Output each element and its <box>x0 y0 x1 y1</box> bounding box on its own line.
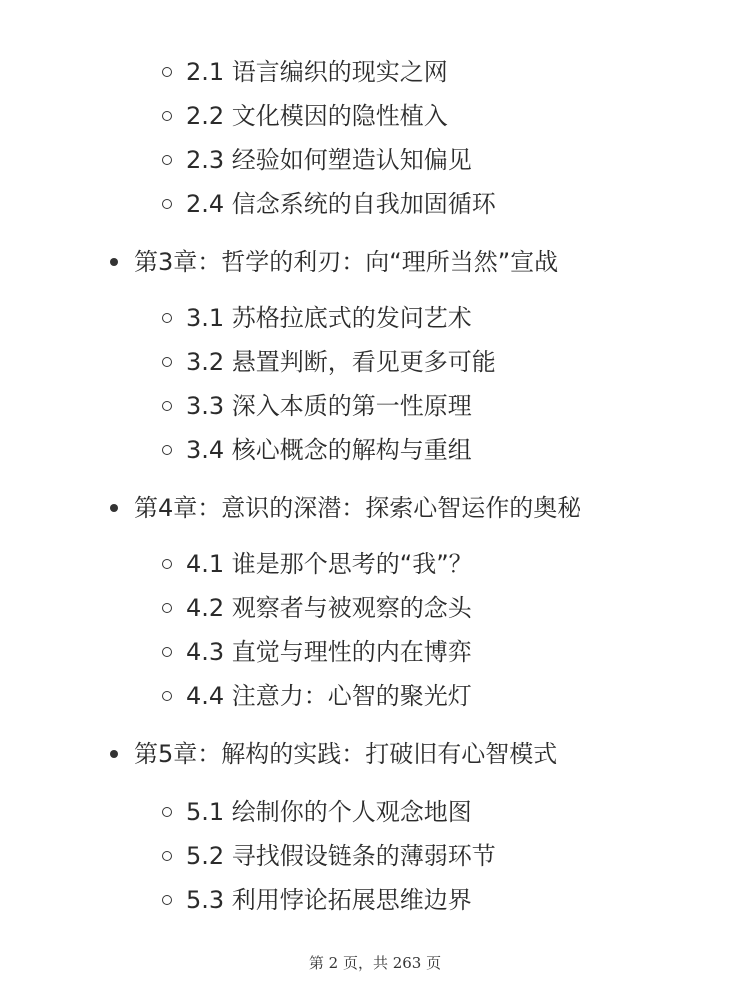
toc-item-label: 5.1 绘制你的个人观念地图 <box>186 798 472 826</box>
circle-bullet-icon <box>162 357 172 367</box>
circle-bullet-icon <box>162 851 172 861</box>
circle-bullet-icon <box>162 807 172 817</box>
toc-item-label: 4.2 观察者与被观察的念头 <box>186 594 472 622</box>
toc-chapter-title: 第5章：解构的实践：打破旧有心智模式 <box>134 740 558 768</box>
toc-item-label: 4.3 直觉与理性的内在博弈 <box>186 638 472 666</box>
toc-item-label: 3.1 苏格拉底式的发问艺术 <box>186 304 472 332</box>
toc-chapter-5[interactable] <box>110 742 557 766</box>
toc-item-label: 4.1 谁是那个思考的“我”？ <box>186 550 473 578</box>
toc-item-2-1[interactable] <box>162 60 448 84</box>
toc-item-label: 2.3 经验如何塑造认知偏见 <box>186 146 472 174</box>
circle-bullet-icon <box>162 895 172 905</box>
circle-bullet-icon <box>162 111 172 121</box>
page-number-footer: 第 2 页，共 263 页 <box>308 954 442 972</box>
toc-item-label: 2.4 信念系统的自我加固循环 <box>186 190 496 218</box>
toc-item-3-3[interactable] <box>162 394 472 418</box>
toc-item-2-4[interactable] <box>162 192 496 216</box>
disc-bullet-icon <box>110 504 118 512</box>
circle-bullet-icon <box>162 445 172 455</box>
circle-bullet-icon <box>162 313 172 323</box>
toc-item-label: 2.1 语言编织的现实之网 <box>186 58 448 86</box>
toc-chapter-4[interactable] <box>110 496 581 520</box>
toc-item-3-2[interactable] <box>162 350 496 374</box>
circle-bullet-icon <box>162 559 172 569</box>
circle-bullet-icon <box>162 67 172 77</box>
toc-item-4-2[interactable] <box>162 596 472 620</box>
toc-chapter-title: 第4章：意识的深潜：探索心智运作的奥秘 <box>134 494 582 522</box>
toc-item-label: 3.3 深入本质的第一性原理 <box>186 392 472 420</box>
toc-item-label: 5.2 寻找假设链条的薄弱环节 <box>186 842 496 870</box>
disc-bullet-icon <box>110 258 118 266</box>
toc-item-5-2[interactable] <box>162 844 496 868</box>
circle-bullet-icon <box>162 401 172 411</box>
circle-bullet-icon <box>162 647 172 657</box>
toc-item-label: 3.4 核心概念的解构与重组 <box>186 436 472 464</box>
toc-chapter-title: 第3章：哲学的利刃：向“理所当然”宣战 <box>134 248 559 276</box>
toc-item-4-3[interactable] <box>162 640 472 664</box>
toc-item-5-3[interactable] <box>162 888 472 912</box>
circle-bullet-icon <box>162 691 172 701</box>
toc-item-label: 2.2 文化模因的隐性植入 <box>186 102 448 130</box>
toc-item-label: 3.2 悬置判断，看见更多可能 <box>186 348 496 376</box>
toc-item-3-1[interactable] <box>162 306 472 330</box>
toc-item-label: 4.4 注意力：心智的聚光灯 <box>186 682 472 710</box>
circle-bullet-icon <box>162 603 172 613</box>
toc-item-5-1[interactable] <box>162 800 472 824</box>
toc-item-2-2[interactable] <box>162 104 448 128</box>
circle-bullet-icon <box>162 155 172 165</box>
disc-bullet-icon <box>110 750 118 758</box>
toc-item-2-3[interactable] <box>162 148 472 172</box>
circle-bullet-icon <box>162 199 172 209</box>
toc-item-4-4[interactable] <box>162 684 472 708</box>
toc-item-3-4[interactable] <box>162 438 472 462</box>
toc-item-4-1[interactable] <box>162 552 473 576</box>
toc-item-label: 5.3 利用悖论拓展思维边界 <box>186 886 472 914</box>
toc-chapter-3[interactable] <box>110 250 558 274</box>
